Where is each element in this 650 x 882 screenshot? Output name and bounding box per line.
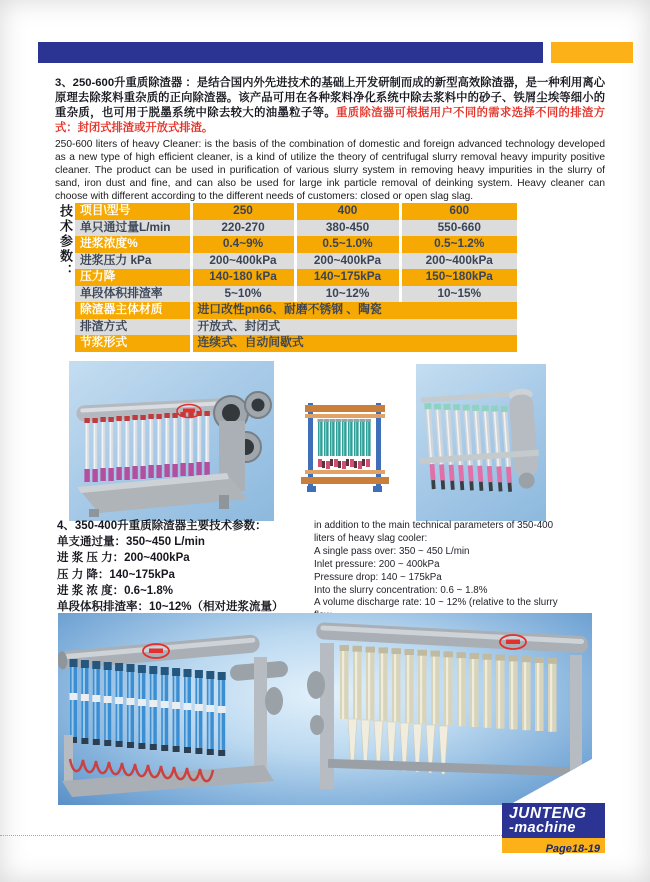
table-cell: 150~180kPa: [400, 269, 517, 286]
page-number: Page18-19: [545, 843, 600, 855]
table-row: [75, 269, 517, 286]
header-bar-blue: [38, 42, 543, 63]
section3-intro: [55, 76, 605, 204]
table-row: [75, 286, 517, 303]
table-cell: 220-270: [191, 220, 295, 237]
product-photo-cleaner-3: [416, 364, 546, 521]
section4-english-specs: in addition to the main technical parameters of 350-400 liters of heavy slag cooler: A single pass over: 350 ~ 450 L/min Inlet pressure: 200 ~ 400kPa Pressure drop: 140 ~ 175kPa Into the slurry concentration: 0.6 ~ 1.8% A volume discharge rate: 10 ~ 12% (relative to the slurry: [314, 520, 558, 609]
table-row: [75, 236, 517, 253]
large-photo-left-machine: [58, 634, 289, 797]
cleaner-illustration-large: [58, 613, 592, 805]
table-cell: 200~400kPa: [295, 253, 400, 270]
table-cell: 开放式、封闭式: [191, 319, 517, 336]
product-photo-cleaner-2: [295, 393, 395, 504]
table-cell: 200~400kPa: [191, 253, 295, 270]
table-cell: 压力降: [80, 269, 116, 284]
logo-brand-name: JUNTENG: [509, 805, 587, 822]
cleaner-illustration-2: [295, 393, 395, 504]
table-cell: 除渣器主体材质: [80, 302, 163, 317]
table-cell: 380-450: [295, 220, 400, 237]
section3-body-zh-red: 重质除渣器可根据用户不同的需求选择不同的排渣方式：封闭式排渣或开放式排渣。: [55, 106, 605, 134]
table-cell: 进浆压力 kPa: [80, 252, 152, 267]
table-cell: 进口改性pn66、耐磨不锈钢 、陶瓷: [191, 302, 517, 319]
section3-body-zh: 是结合国内外先进技术的基础上开发研制而成的新型高效除渣器，是一种利用离心原理去除浆料重杂质的正向除渣器。该产品可用在各种浆料净化系统中除去浆料中的砂子、铁屑尘埃等细小的重杂质，也可用于脱墨系统中除去较大的油墨粒子等。: [55, 77, 605, 119]
dotted-divider: [0, 835, 502, 836]
table-cell: 600: [400, 203, 517, 220]
table-cell: 140~175kPa: [295, 269, 400, 286]
table-cell: 0.4~9%: [191, 236, 295, 253]
table-row: [75, 203, 517, 220]
table-cell: 200~400kPa: [400, 253, 517, 270]
company-logo: [502, 803, 605, 853]
table-cell: 节浆形式: [80, 335, 128, 350]
table-cell: 10~15%: [400, 286, 517, 303]
table-cell: 单只通过量L/min: [80, 219, 171, 234]
table-cell: 0.5~1.0%: [295, 236, 400, 253]
table-cell: 0.5~1.2%: [400, 236, 517, 253]
table-cell: 400: [295, 203, 400, 220]
tech-params-vertical-label: 技术参数：: [58, 204, 73, 279]
table-cell: 单段体积排渣率: [80, 285, 163, 300]
table-cell: 排渣方式: [80, 318, 128, 333]
table-cell: 550-660: [400, 220, 517, 237]
table-row: [75, 319, 517, 336]
tech-specs-table-wrap: [75, 203, 517, 352]
table-cell: 250: [191, 203, 295, 220]
section4-chinese-specs: 4、350-400升重质除渣器主要技术参数： 单支通过量：350~450 L/min 进 浆 压 力：200~400kPa 压 力 降：140~175kPa 进 浆 浓 度：0.6~1.8% 单段体积排渣率：10~12%（相对进浆流量）: [57, 520, 284, 614]
table-cell: 项目\型号: [80, 203, 131, 218]
tech-specs-table: [75, 203, 517, 352]
product-photo-large: [58, 613, 592, 805]
table-cell: 10~12%: [295, 286, 400, 303]
table-cell: 140-180 kPa: [191, 269, 295, 286]
logo-brand-suffix: -machine: [509, 820, 576, 836]
table-row: [75, 220, 517, 237]
table-row: [75, 253, 517, 270]
section3-heading: 3、250-600升重质除渣器 ：: [55, 77, 197, 89]
large-photo-right-machine: [307, 622, 588, 789]
header-bar-yellow: [551, 42, 633, 63]
logo-blue-box: [502, 803, 605, 838]
table-row: [75, 302, 517, 319]
table-cell: 5~10%: [191, 286, 295, 303]
table-row: [75, 335, 517, 352]
cleaner-illustration-1: [69, 361, 274, 521]
section3-english-paragraph: 250-600 liters of heavy Cleaner: is the basis of the combination of domestic and foreign advanced technology developed as a new type of high efficient cleaner, is a kind of utilize the theory of centrifugal slurry removal heavy impurity positive cleaner. The product can be used in purification of various slurry system in removing heavy impurities in the slurry of sand, iron dust and fine, and can also be used for large ink particle removal of deinking system. Heavy cleaner can choose with different according to the different needs of customers: closed or open slag slag.: [55, 138, 605, 203]
section3-chinese-paragraph: [55, 76, 605, 136]
logo-yellow-box: [502, 838, 605, 853]
cleaner-illustration-3: [416, 364, 546, 521]
table-cell: 进浆浓度%: [80, 236, 138, 251]
table-cell: 连续式、自动间歇式: [191, 335, 517, 352]
product-photo-cleaner-1: [69, 361, 274, 521]
